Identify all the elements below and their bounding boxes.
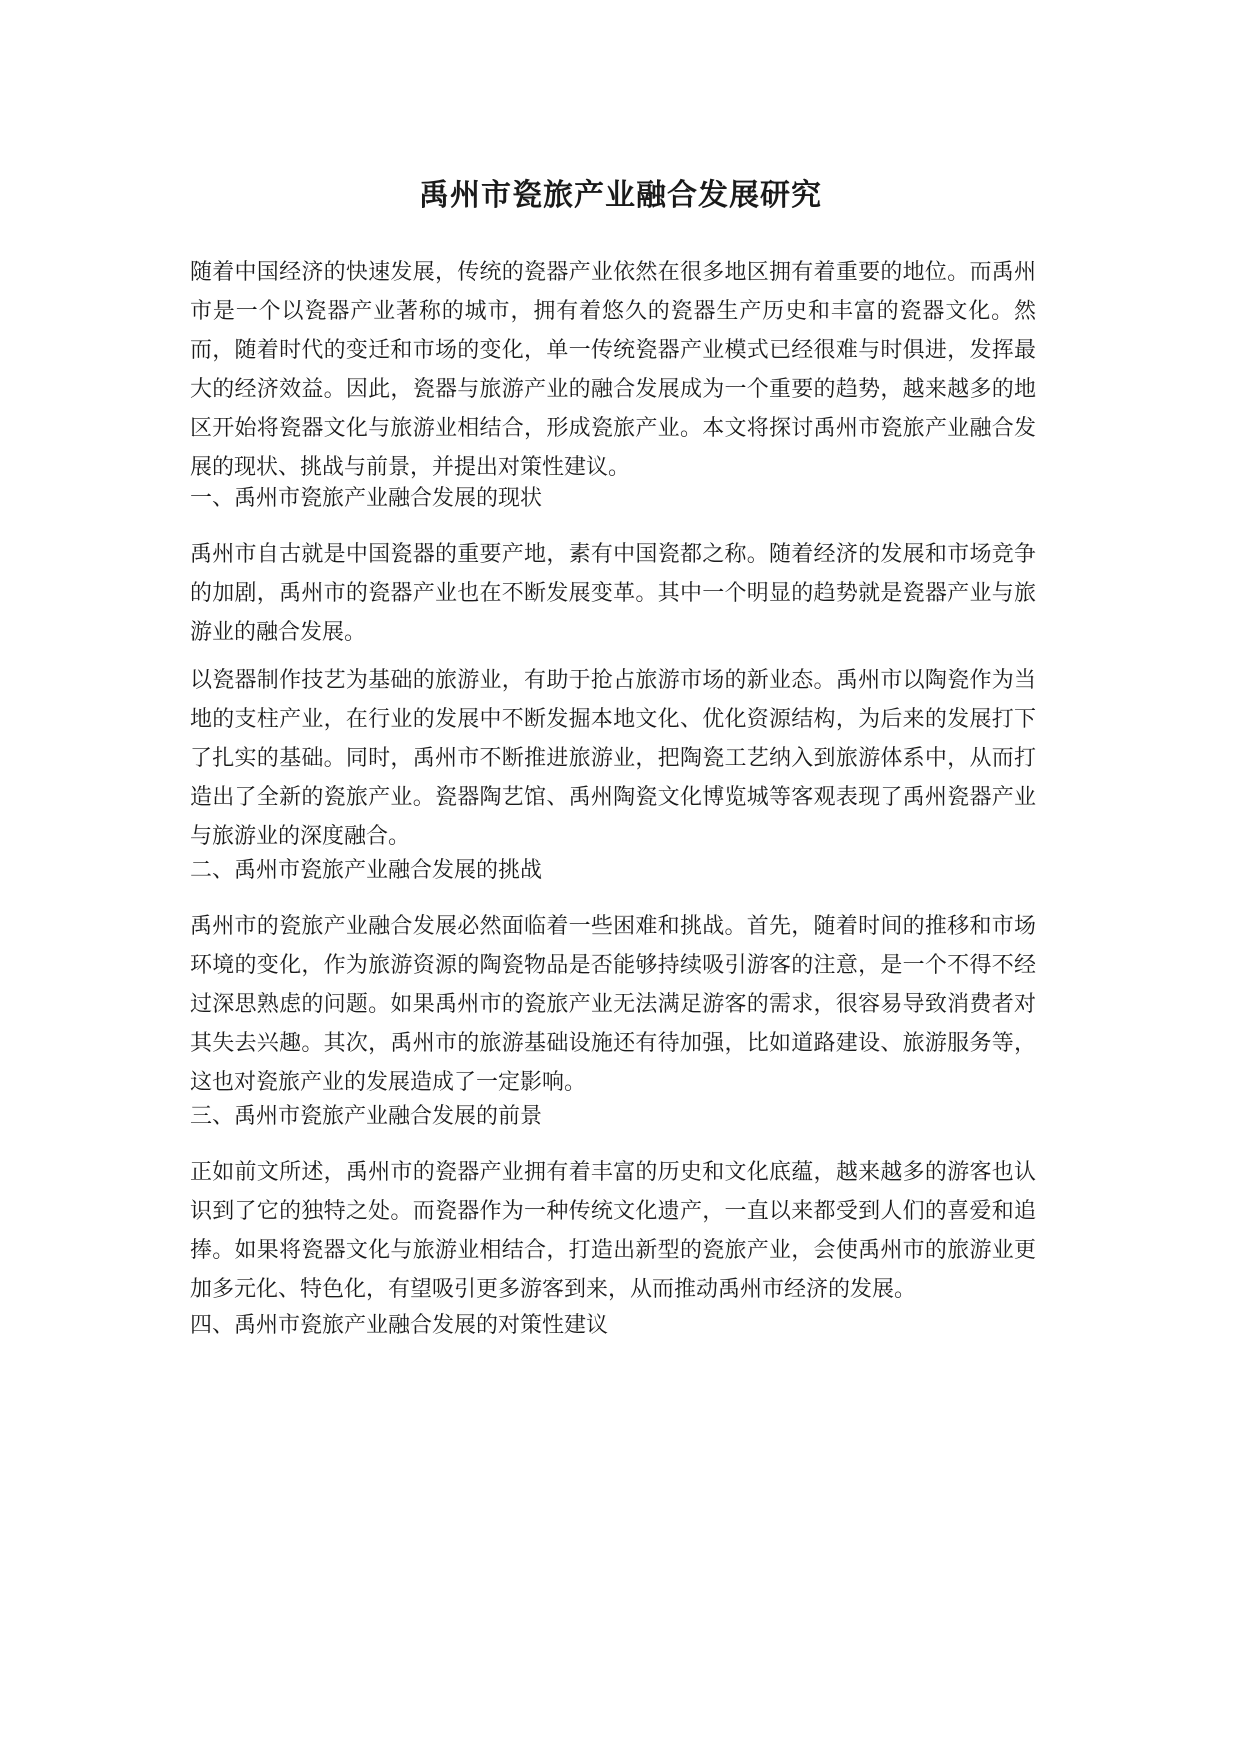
section-2-heading: 二、禹州市瓷旅产业融合发展的挑战 xyxy=(190,858,543,883)
section-4-heading: 四、禹州市瓷旅产业融合发展的对策性建议 xyxy=(190,1313,609,1338)
section-3-heading: 三、禹州市瓷旅产业融合发展的前景 xyxy=(190,1104,543,1129)
intro-paragraph: 随着中国经济的快速发展，传统的瓷器产业依然在很多地区拥有着重要的地位。而禹州市是一个以瓷器产业著称的城市，拥有着悠久的瓷器生产历史和丰富的瓷器文化。然而，随着时代的变迁和市场的变化，单一传统瓷器产业模式已经很难与时俱进，发挥最大的经济效益。因此，瓷器与旅游产业的融合发展成为一个重要的趋势，越来越多的地区开始将瓷器文化与旅游业相结合，形成瓷旅产业。本文将探讨禹州市瓷旅产业融合发展的现状、挑战与前景，并提出对策性建议。 xyxy=(190,260,1036,480)
section-1-paragraph-2: 以瓷器制作技艺为基础的旅游业，有助于抢占旅游市场的新业态。禹州市以陶瓷作为当地的支柱产业，在行业的发展中不断发掘本地文化、优化资源结构，为后来的发展打下了扎实的基础。同时，禹州市不断推进旅游业，把陶瓷工艺纳入到旅游体系中，从而打造出了全新的瓷旅产业。瓷器陶艺馆、禹州陶瓷文化博览城等客观表现了禹州瓷器产业与旅游业的深度融合。 xyxy=(190,668,1036,849)
section-3-paragraph-1: 正如前文所述，禹州市的瓷器产业拥有着丰富的历史和文化底蕴，越来越多的游客也认识到了它的独特之处。而瓷器作为一种传统文化遗产，一直以来都受到人们的喜爱和追捧。如果将瓷器文化与旅游业相结合，打造出新型的瓷旅产业，会使禹州市的旅游业更加多元化、特色化，有望吸引更多游客到来，从而推动禹州市经济的发展。 xyxy=(190,1160,1036,1302)
section-1-heading: 一、禹州市瓷旅产业融合发展的现状 xyxy=(190,486,543,511)
document-title: 禹州市瓷旅产业融合发展研究 xyxy=(419,178,822,213)
section-2-paragraph-1: 禹州市的瓷旅产业融合发展必然面临着一些困难和挑战。首先，随着时间的推移和市场环境的变化，作为旅游资源的陶瓷物品是否能够持续吸引游客的注意，是一个不得不经过深思熟虑的问题。如果禹州市的瓷旅产业无法满足游客的需求，很容易导致消费者对其失去兴趣。其次，禹州市的旅游基础设施还有待加强，比如道路建设、旅游服务等，这也对瓷旅产业的发展造成了一定影响。 xyxy=(190,914,1036,1095)
section-1-paragraph-1: 禹州市自古就是中国瓷器的重要产地，素有中国瓷都之称。随着经济的发展和市场竞争的加剧，禹州市的瓷器产业也在不断发展变革。其中一个明显的趋势就是瓷器产业与旅游业的融合发展。 xyxy=(190,542,1036,645)
